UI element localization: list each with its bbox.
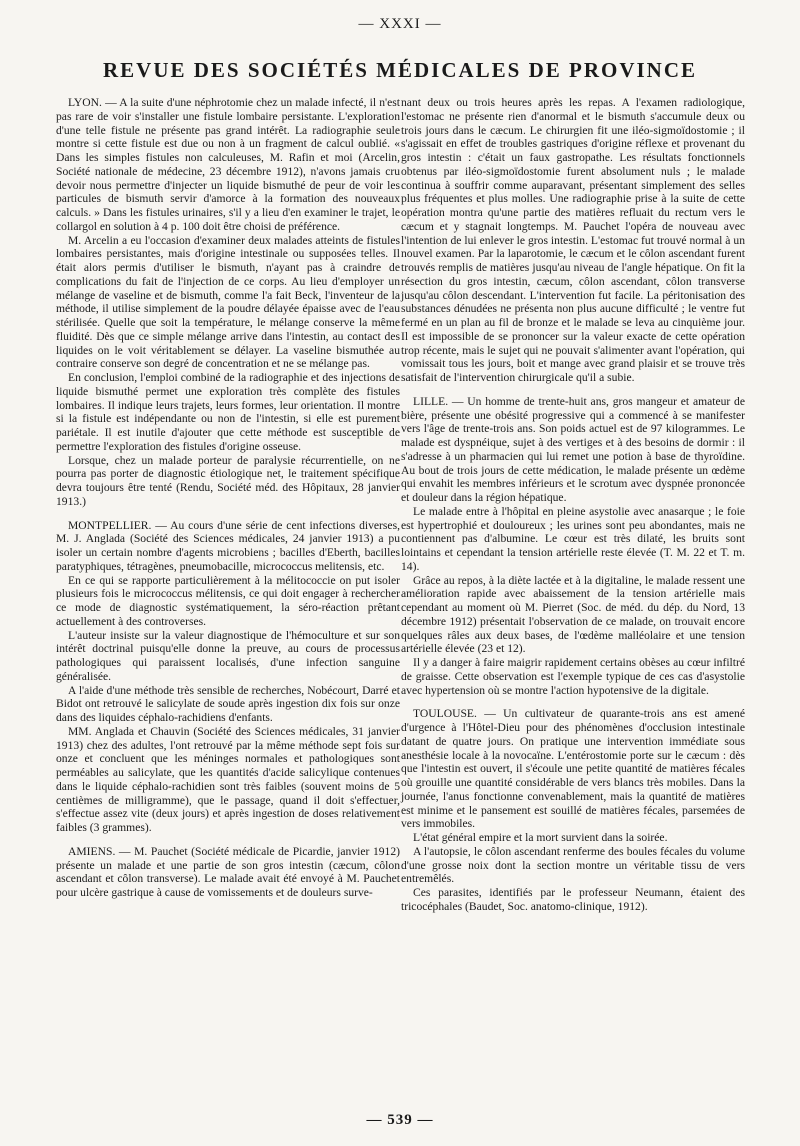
paragraph-lille: LILLE. — Un homme de trente-huit ans, gros mangeur et amateur de bière, présente une obésité progressive qui a commencé à se manifester vers l'âge de trente-trois ans. Son poids actuel est de 97 kilogrammes. Le malade est dyspnéique, sujet à des vertiges et à des besoins de dormir : il s'adresse à un pharmacien qui lui remet une potion à base de thyroïdine. Au bout de trois jours de cette médication, le malade présente un œdème qui envahit les membres inférieurs et le scrotum avec dyspnée prononcée et douleur dans la région hépatique. xyxy=(401,394,745,504)
paragraph-montpellier: MONTPELLIER. — Au cours d'une série de cent infections diverses, M. J. Anglada (Société des Sciences médicales, 24 janvier 1913) a pu isoler un certain nombre d'agents microbiens ; bacilles d'Eberth, bacilles paratyphiques, tétragènes, pneumobacille, micrococcus melitensis, etc. xyxy=(56,518,400,573)
paragraph-continued: nant deux ou trois heures après les repas. A l'examen radiologique, l'estomac ne présente rien d'anormal et le bismuth s'accumule deux ou trois jours dans le cæcum. Le chirurgien fit une iléo-sigmoïdostomie ; il s'agissait en effet de troubles gastriques d'origine réflexe et provenant du gros intestin : c'était un faux gastropathe. Les résultats fonctionnels obtenus par iléo-sigmoïdostomie furent absolument nuls ; le malade continua à souffrir comme auparavant, présentant simplement des selles plus fréquentes et plus molles. Une radiographie prise à la suite de cette opération montra qu'une partie des matières refluait du rectum vers le cæcum et y stagnait longtemps. M. Pauchet l'opéra de nouveau avec l'intention de lui enlever le gros intestin. L'estomac fut trouvé normal à un nouvel examen. Par la laparotomie, le cæcum et le côlon ascendant furent trouvés remplis de matières jusqu'au niveau de l'angle hépatique. On fit la résection du gros intestin, cæcum, côlon ascendant, côlon transverse jusqu'au côlon descendant. L'intervention fut facile. La péritonisation des substances dénudées ne présenta non plus aucune difficulté ; le ventre fut fermé en un plan au fil de bronze et le malade se leva au cinquième jour. Il est impossible de se prononcer sur la valeur exacte de cette opération trop récente, mais le sujet qui ne pouvait s'alimenter avant l'opération, qui vomissait tous les jours, boit et mange avec grand plaisir et se trouve très satisfait de l'intervention chirurgicale qu'il a subie. xyxy=(401,96,745,384)
page-number-roman: — XXXI — xyxy=(358,16,442,32)
paragraph: Lorsque, chez un malade porteur de paralysie récurrentielle, on ne pourra pas porter de diagnostic étiologique net, le traitement spécifique devra toujours être tenté (Rendu, Société méd. des Hôpitaux, 28 janvier 1913.) xyxy=(56,453,400,508)
paragraph: M. Arcelin a eu l'occasion d'examiner deux malades atteints de fistules lombaires persistantes, mais d'origine intestinale ou supposées telles. Il était alors permis d'utiliser le bismuth, n'ayant pas à craindre de complications du fait de l'injection de ce corps. Au lieu d'employer un mélange de vaseline et de bismuth, comme l'a fait Beck, l'inventeur de la méthode, il utilise simplement de la poudre délayée épaisse avec de l'eau stérilisée. Quelle que soit la température, le mélange conserve la même fluidité. Dès que ce simple mélange arrive dans l'intestin, au contact des liquides on le voit véritablement se délayer. La vaseline bismuthée au contraire conserve son degré de concentration et ne se mélange pas. xyxy=(56,233,400,371)
paragraph-amiens: AMIENS. — M. Pauchet (Société médicale de Picardie, janvier 1912) présente un malade et une partie de son gros intestin (cæcum, côlon ascendant et côlon transverse). Le malade avait été envoyé à M. Pauchet pour ulcère gastrique à cause de vomissements et de douleurs surve- xyxy=(56,844,400,899)
paragraph-lyon: LYON. — A la suite d'une néphrotomie chez un malade infecté, il n'est pas rare de voir s'installer une fistule lombaire persistante. L'exploration d'une telle fistule ne présente pas grand intérêt. La radiographie seule montre si cette fistule est due ou non à un fragment de calcul oublié. « Dans les simples fistules non calculeuses, M. Rafin et moi (Arcelin, Société nationale de médecine, 23 décembre 1912), n'avons jamais cru devoir nous permettre d'injecter un liquide bismuthé de peur de voir les particules de bismuth servir d'amorce à la formation des nouveaux calculs. » Dans les fistules urinaires, s'il y a lieu d'en examiner le trajet, le collargol en solution à 4 p. 100 doit être choisi de préférence. xyxy=(56,96,400,233)
paragraph: Le malade entre à l'hôpital en pleine asystolie avec anasarque ; le foie est hypertrophié et douloureux ; les urines sont peu abondantes, mais ne contiennent pas d'albumine. Le cœur est très dilaté, les bruits sont lointains et cependant la tension artérielle reste élevée (T. M. 22 et T. m. 14). xyxy=(401,504,745,573)
paragraph: A l'autopsie, le côlon ascendant renferme des boules fécales du volume d'une grosse noix dont la section montre un véritable tissu de vers entremêlés. xyxy=(401,844,745,886)
paragraph: Grâce au repos, à la diète lactée et à la digitaline, le malade ressent une amélioration rapide avec abaissement de la tension artérielle mais cependant au moment où M. Pierret (Soc. de méd. du dép. du Nord, 13 décembre 1912) présentait l'observation de ce malade, on trouvait encore quelques râles aux deux bases, de l'œdème malléolaire et une tension artérielle élevée (23 et 12). xyxy=(401,573,745,656)
paragraph: Il y a danger à faire maigrir rapidement certains obèses au cœur infiltré de graisse. Cette observation est l'exemple typique de ces cas d'asystolie avec hypertension où se montre l'action hypotensive de la digitale. xyxy=(401,656,745,697)
right-column xyxy=(401,96,745,914)
paragraph-toulouse: TOULOUSE. — Un cultivateur de quarante-trois ans est amené d'urgence à l'Hôtel-Dieu pour des phénomènes d'occlusion intestinale datant de quatre jours. On pratique une intervention immédiate sous anesthésie locale à la novocaïne. L'entérostomie porte sur le cæcum : dès que l'intestin est ouvert, il s'écoule une petite quantité de matières fécales où grouille une quantité considérable de vers blancs très mobiles. Dans la journée, l'anus fonctionne convenablement, mais la quantité de matières est minime et le pansement est souillé de matières fécales, parsemées de vers immobiles. xyxy=(401,707,745,831)
left-column xyxy=(56,96,400,900)
paragraph: En ce qui se rapporte particulièrement à la mélitococcie on put isoler plusieurs fois le micrococcus mélitensis, ce qui doit engager à rechercher ce mode de diagnostic systématiquement, la séro-réaction prêtant actuellement à des controverses. xyxy=(56,573,400,628)
page-number: — 539 — xyxy=(366,1112,434,1128)
paragraph: L'auteur insiste sur la valeur diagnostique de l'hémoculture et sur son intérêt doctrinal puisqu'elle donne la preuve, au cours de processus pathologiques qui paraissent localisés, d'une infection sanguine généralisée. xyxy=(56,628,400,683)
paragraph: Ces parasites, identifiés par le professeur Neumann, étaient des tricocéphales (Baudet, Soc. anatomo-clinique, 1912). xyxy=(401,886,745,913)
paragraph: En conclusion, l'emploi combiné de la radiographie et des injections de liquide bismuthé permet une exploration très complète des fistules lombaires. Il indique leurs trajets, leurs formes, leur orientation. Il montre si la fistule est indépendante ou non de l'intestin, si elle est purement pariétale. Il est inutile d'ajouter que cette méthode est susceptible de permettre l'exploration des fistules d'origine osseuse. xyxy=(56,371,400,453)
paragraph: MM. Anglada et Chauvin (Société des Sciences médicales, 31 janvier 1913) chez des adultes, l'ont retrouvé par la même méthode sept fois sur onze et concluent que les méninges normales et pathologiques sont perméables au salicylate, que les quantités d'acide salicylique contenues dans le liquide céphalo-rachidien sont très faibles (souvent moins de 5 centièmes de milligramme), que le passage, quand il doit s'effectuer, s'effectue assez vite (deux jours) et après ingestion de doses relativement faibles (3 grammes). xyxy=(56,724,400,834)
journal-section-title: REVUE DES SOCIÉTÉS MÉDICALES DE PROVINCE xyxy=(102,58,698,82)
paragraph: L'état général empire et la mort survient dans la soirée. xyxy=(413,831,668,844)
paragraph: A l'aide d'une méthode très sensible de recherches, Nobécourt, Darré et Bidot ont retrouvé le salicylate de soude après ingestion dix fois sur onze dans des liquides céphalo-rachidiens d'enfants. xyxy=(56,683,400,724)
